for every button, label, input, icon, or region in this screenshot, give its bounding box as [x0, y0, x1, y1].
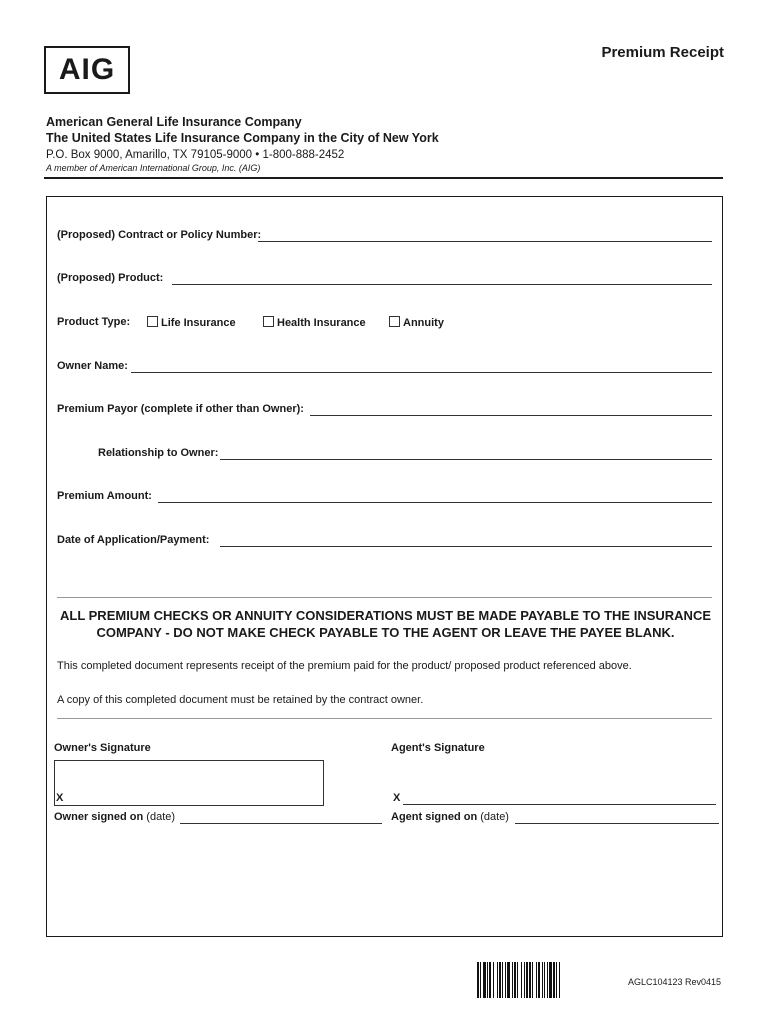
payor-label: Premium Payor (complete if other than Owner): — [57, 403, 304, 415]
receipt-statement: This completed document represents receipt of the premium paid for the product/ proposed product referenced above. — [57, 660, 632, 672]
aig-logo: AIG — [44, 46, 130, 94]
health-insurance-option[interactable] — [263, 316, 366, 329]
annuity-option[interactable] — [389, 316, 444, 329]
date-field[interactable] — [220, 546, 712, 547]
life-insurance-label: Life Insurance — [161, 317, 236, 329]
notice-divider-top — [57, 597, 712, 598]
agent-signed-on — [391, 811, 509, 823]
owner-date-hint: (date) — [146, 811, 176, 823]
amount-label: Premium Amount: — [57, 490, 152, 502]
retain-statement: A copy of this completed document must be retained by the contract owner. — [57, 694, 424, 706]
agent-signature-label: Agent's Signature — [391, 742, 485, 754]
barcode-stripe — [560, 962, 561, 998]
payee-warning: ALL PREMIUM CHECKS OR ANNUITY CONSIDERATIONS MUST BE MADE PAYABLE TO THE INSURANCE COMPANY - DO NOT MAKE CHECK PAYABLE TO THE AGENT OR LEAVE THE PAYEE BLANK. — [59, 608, 711, 640]
date-label: Date of Application/Payment: — [57, 534, 210, 546]
relationship-label: Relationship to Owner: — [98, 447, 219, 459]
header-divider — [44, 177, 723, 179]
agent-signature-field[interactable] — [403, 804, 716, 805]
owner-signed-label: Owner signed on — [54, 811, 144, 823]
owner-name-label: Owner Name: — [57, 360, 128, 372]
company-name-1: American General Life Insurance Company — [46, 115, 302, 129]
payor-field[interactable] — [310, 415, 712, 416]
product-type-label: Product Type: — [57, 316, 131, 328]
agent-signed-date-field[interactable] — [515, 823, 719, 824]
document-title: Premium Receipt — [601, 44, 724, 61]
health-insurance-checkbox[interactable] — [263, 316, 274, 327]
form-box — [46, 196, 723, 937]
company-name-2: The United States Life Insurance Company in the City of New York — [46, 131, 439, 145]
owner-signed-date-field[interactable] — [180, 823, 382, 824]
agent-signature-x: X — [393, 792, 401, 804]
notice-divider-bottom — [57, 718, 712, 719]
owner-signature-x: X — [56, 792, 64, 804]
relationship-field[interactable] — [220, 459, 712, 460]
amount-field[interactable] — [158, 502, 712, 503]
owner-signature-label: Owner's Signature — [54, 742, 151, 754]
owner-signed-on — [54, 811, 175, 823]
agent-date-hint: (date) — [480, 811, 509, 823]
member-note: A member of American International Group, Inc. (AIG) — [46, 163, 261, 173]
form-code: AGLC104123 Rev0415 — [628, 977, 722, 987]
product-label: (Proposed) Product: — [57, 272, 164, 284]
health-insurance-label: Health Insurance — [277, 317, 366, 329]
policy-number-label: (Proposed) Contract or Policy Number: — [57, 229, 262, 241]
company-address: P.O. Box 9000, Amarillo, TX 79105-9000 • 1-800-888-2452 — [46, 149, 345, 161]
agent-signed-label: Agent signed on — [391, 811, 478, 823]
barcode — [477, 962, 599, 998]
life-insurance-checkbox[interactable] — [147, 316, 158, 327]
annuity-checkbox[interactable] — [389, 316, 400, 327]
life-insurance-option[interactable] — [147, 316, 236, 329]
annuity-label: Annuity — [403, 317, 444, 329]
owner-signature-box[interactable] — [54, 760, 324, 806]
product-field[interactable] — [172, 284, 712, 285]
policy-number-field[interactable] — [258, 241, 712, 242]
owner-name-field[interactable] — [131, 372, 712, 373]
